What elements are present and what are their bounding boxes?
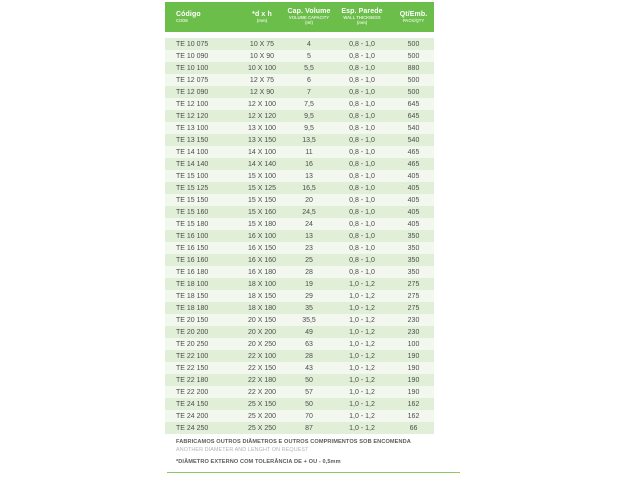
cell-volume: 6 [307,76,311,84]
cell-wall-thickness: 0,8 - 1,0 [349,88,375,96]
cell-code: TE 10 090 [176,52,209,60]
table-row [165,182,434,194]
cell-wall-thickness: 1,0 - 1,2 [349,400,375,408]
cell-wall-thickness: 0,8 - 1,0 [349,76,375,84]
cell-dimensions: 16 X 150 [247,244,277,252]
cell-code: TE 16 160 [176,256,209,264]
cell-wall-thickness: 0,8 - 1,0 [349,268,375,276]
tolerance-note: *DIÂMETRO EXTERNO COM TOLERÂNCIA DE + OU - 0,5mm [176,459,341,465]
table-row [165,98,434,110]
cell-pack-qty: 100 [407,340,420,348]
cell-pack-qty: 275 [407,292,420,300]
header-volume-column [287,2,331,32]
cell-code: TE 15 160 [176,208,209,216]
cell-wall-thickness: 0,8 - 1,0 [349,148,375,156]
cell-pack-qty: 190 [407,388,420,396]
cell-code: TE 24 250 [176,424,209,432]
cell-wall-thickness: 1,0 - 1,2 [349,292,375,300]
cell-dimensions: 22 X 200 [247,388,277,396]
cell-code: TE 20 200 [176,328,209,336]
cell-volume: 24,5 [302,208,316,216]
table-row [165,62,434,74]
cell-code: TE 22 180 [176,376,209,384]
cell-dimensions: 22 X 100 [247,352,277,360]
cell-pack-qty: 405 [407,220,420,228]
cell-volume: 28 [305,268,313,276]
cell-code: TE 16 100 [176,232,209,240]
cell-pack-qty: 190 [407,376,420,384]
table-row [165,134,434,146]
cell-code: TE 12 075 [176,76,209,84]
cell-dimensions: 20 X 200 [247,328,277,336]
cell-code: TE 18 180 [176,304,209,312]
cell-wall-thickness: 0,8 - 1,0 [349,112,375,120]
cell-pack-qty: 190 [407,352,420,360]
cell-code: TE 16 150 [176,244,209,252]
cell-code: TE 22 150 [176,364,209,372]
cell-pack-qty: 275 [407,304,420,312]
cell-volume: 24 [305,220,313,228]
cell-pack-qty: 275 [407,280,420,288]
header-dimensions-sublabel: (mm) [256,17,268,23]
cell-pack-qty: 465 [407,160,420,168]
cell-code: TE 15 150 [176,196,209,204]
header-volume-unit: (ml) [305,20,313,26]
cell-volume: 50 [305,400,313,408]
table-row [165,230,434,242]
cell-volume: 28 [305,352,313,360]
cell-dimensions: 12 X 90 [249,88,275,96]
cell-wall-thickness: 1,0 - 1,2 [349,328,375,336]
table-row [165,410,434,422]
table-row [165,398,434,410]
cell-code: TE 24 200 [176,412,209,420]
table-row [165,314,434,326]
cell-pack-qty: 500 [407,40,420,48]
cell-volume: 70 [305,412,313,420]
footnote-block [176,439,411,454]
cell-dimensions: 14 X 140 [247,160,277,168]
cell-volume: 13,5 [302,136,316,144]
cell-dimensions: 10 X 90 [249,52,275,60]
cell-wall-thickness: 1,0 - 1,2 [349,388,375,396]
table-row [165,290,434,302]
cell-code: TE 18 100 [176,280,209,288]
cell-pack-qty: 230 [407,316,420,324]
cell-code: TE 15 100 [176,172,209,180]
cell-dimensions: 16 X 180 [247,268,277,276]
table-row [165,374,434,386]
table-row [165,146,434,158]
cell-dimensions: 10 X 100 [247,64,277,72]
cell-wall-thickness: 1,0 - 1,2 [349,280,375,288]
cell-volume: 7 [307,88,311,96]
cell-pack-qty: 350 [407,268,420,276]
cell-dimensions: 18 X 100 [247,280,277,288]
cell-dimensions: 15 X 150 [247,196,277,204]
cell-dimensions: 12 X 100 [247,100,277,108]
cell-code: TE 10 100 [176,64,209,72]
cell-dimensions: 22 X 150 [247,364,277,372]
cell-pack-qty: 465 [407,148,420,156]
cell-dimensions: 15 X 180 [247,220,277,228]
cell-dimensions: 22 X 180 [247,376,277,384]
cell-dimensions: 13 X 100 [247,124,277,132]
cell-wall-thickness: 0,8 - 1,0 [349,232,375,240]
cell-dimensions: 15 X 125 [247,184,277,192]
cell-wall-thickness: 1,0 - 1,2 [349,340,375,348]
cell-code: TE 22 100 [176,352,209,360]
cell-pack-qty: 66 [409,424,418,432]
cell-wall-thickness: 1,0 - 1,2 [349,352,375,360]
header-code-sublabel: CODE [176,17,189,23]
cell-code: TE 12 090 [176,88,209,96]
cell-volume: 5,5 [304,64,314,72]
cell-dimensions: 15 X 160 [247,208,277,216]
cell-code: TE 15 125 [176,184,209,192]
cell-wall-thickness: 0,8 - 1,0 [349,256,375,264]
cell-pack-qty: 500 [407,88,420,96]
cell-volume: 4 [307,40,311,48]
cell-wall-thickness: 1,0 - 1,2 [349,412,375,420]
table-row [165,170,434,182]
cell-wall-thickness: 0,8 - 1,0 [349,208,375,216]
cell-dimensions: 20 X 250 [247,340,277,348]
table-row [165,110,434,122]
cell-code: TE 14 100 [176,148,209,156]
cell-volume: 16,5 [302,184,316,192]
header-pack-qty-column [393,2,434,32]
header-wall-thickness-sublabel: WALL THICKNESS [343,15,381,21]
cell-wall-thickness: 0,8 - 1,0 [349,52,375,60]
table-row [165,206,434,218]
table-row [165,350,434,362]
cell-volume: 49 [305,328,313,336]
cell-pack-qty: 162 [407,400,420,408]
cell-wall-thickness: 0,8 - 1,0 [349,244,375,252]
cell-volume: 20 [305,196,313,204]
cell-code: TE 13 100 [176,124,209,132]
cell-dimensions: 18 X 150 [247,292,277,300]
cell-code: TE 16 180 [176,268,209,276]
cell-volume: 13 [305,232,313,240]
cell-volume: 16 [305,160,313,168]
cell-volume: 50 [305,376,313,384]
bottom-divider [167,472,460,473]
header-dimensions-column [237,2,287,32]
footnote-portuguese: FABRICAMOS OUTROS DIÂMETROS E OUTROS COMPRIMENTOS SOB ENCOMENDA [176,439,411,445]
cell-pack-qty: 500 [407,52,420,60]
table-row [165,194,434,206]
header-pack-qty-label: Qt/Emb. [399,10,428,18]
cell-volume: 57 [305,388,313,396]
cell-pack-qty: 540 [407,124,420,132]
cell-wall-thickness: 0,8 - 1,0 [349,124,375,132]
cell-pack-qty: 405 [407,208,420,216]
cell-pack-qty: 645 [407,112,420,120]
cell-wall-thickness: 0,8 - 1,0 [349,184,375,192]
cell-wall-thickness: 0,8 - 1,0 [349,220,375,228]
header-code-label: Código [176,10,201,18]
cell-pack-qty: 645 [407,100,420,108]
cell-wall-thickness: 0,8 - 1,0 [349,136,375,144]
table-row [165,302,434,314]
cell-dimensions: 25 X 200 [247,412,277,420]
cell-wall-thickness: 0,8 - 1,0 [349,100,375,108]
cell-pack-qty: 350 [407,256,420,264]
table-row [165,86,434,98]
table-row [165,122,434,134]
cell-dimensions: 13 X 150 [247,136,277,144]
cell-volume: 9,5 [304,124,314,132]
cell-pack-qty: 230 [407,328,420,336]
cell-wall-thickness: 1,0 - 1,2 [349,364,375,372]
header-wall-thickness-label: Esp. Parede [341,8,383,16]
cell-code: TE 12 120 [176,112,209,120]
cell-pack-qty: 190 [407,364,420,372]
cell-volume: 5 [307,52,311,60]
header-pack-qty-sublabel: PACK/QTY [402,17,425,23]
table-row [165,158,434,170]
cell-volume: 19 [305,280,313,288]
table-row [165,386,434,398]
table-row [165,338,434,350]
cell-wall-thickness: 0,8 - 1,0 [349,160,375,168]
cell-pack-qty: 350 [407,232,420,240]
cell-volume: 35 [305,304,313,312]
header-dimensions-label: *d x h [252,10,272,18]
table-row [165,266,434,278]
cell-pack-qty: 880 [407,64,420,72]
table-header-row [165,2,434,32]
table-row [165,254,434,266]
cell-dimensions: 14 X 100 [247,148,277,156]
table-row [165,38,434,50]
cell-code: TE 24 150 [176,400,209,408]
cell-dimensions: 25 X 250 [247,424,277,432]
cell-pack-qty: 162 [407,412,420,420]
cell-volume: 25 [305,256,313,264]
header-wall-thickness-unit: (mm) [356,20,368,26]
table-body [165,38,434,434]
cell-volume: 63 [305,340,313,348]
cell-code: TE 20 250 [176,340,209,348]
cell-wall-thickness: 1,0 - 1,2 [349,424,375,432]
cell-volume: 23 [305,244,313,252]
cell-dimensions: 12 X 120 [247,112,277,120]
spec-table [165,2,434,434]
cell-dimensions: 20 X 150 [247,316,277,324]
cell-wall-thickness: 0,8 - 1,0 [349,40,375,48]
cell-wall-thickness: 1,0 - 1,2 [349,316,375,324]
cell-code: TE 10 075 [176,40,209,48]
cell-volume: 13 [305,172,313,180]
table-row [165,278,434,290]
cell-pack-qty: 405 [407,184,420,192]
footnote-english: ANOTHER DIAMETER AND LENGHT ON REQUEST [176,446,309,453]
cell-dimensions: 15 X 100 [247,172,277,180]
header-volume-sublabel: VOLUME CAPACITY [288,15,330,21]
cell-volume: 43 [305,364,313,372]
cell-wall-thickness: 0,8 - 1,0 [349,196,375,204]
cell-pack-qty: 500 [407,76,420,84]
cell-code: TE 12 100 [176,100,209,108]
cell-volume: 29 [305,292,313,300]
cell-dimensions: 25 X 150 [247,400,277,408]
table-row [165,422,434,434]
cell-code: TE 14 140 [176,160,209,168]
table-row [165,242,434,254]
cell-wall-thickness: 1,0 - 1,2 [349,304,375,312]
table-row [165,74,434,86]
cell-volume: 9,5 [304,112,314,120]
header-wall-thickness-column [331,2,393,32]
table-row [165,326,434,338]
cell-dimensions: 10 X 75 [249,40,275,48]
cell-code: TE 13 150 [176,136,209,144]
cell-wall-thickness: 0,8 - 1,0 [349,172,375,180]
cell-code: TE 15 180 [176,220,209,228]
cell-pack-qty: 350 [407,244,420,252]
cell-volume: 87 [305,424,313,432]
cell-code: TE 22 200 [176,388,209,396]
table-row [165,50,434,62]
cell-volume: 35,5 [302,316,316,324]
cell-dimensions: 16 X 100 [247,232,277,240]
cell-dimensions: 18 X 180 [247,304,277,312]
header-code-column [165,2,237,32]
cell-dimensions: 16 X 160 [247,256,277,264]
table-row [165,362,434,374]
table-row [165,218,434,230]
cell-dimensions: 12 X 75 [249,76,275,84]
cell-pack-qty: 405 [407,172,420,180]
cell-code: TE 18 150 [176,292,209,300]
cell-wall-thickness: 1,0 - 1,2 [349,376,375,384]
cell-pack-qty: 540 [407,136,420,144]
cell-code: TE 20 150 [176,316,209,324]
cell-volume: 11 [305,148,313,156]
cell-volume: 7,5 [304,100,314,108]
cell-wall-thickness: 0,8 - 1,0 [349,64,375,72]
header-volume-label: Cap. Volume [287,8,331,16]
cell-pack-qty: 405 [407,196,420,204]
